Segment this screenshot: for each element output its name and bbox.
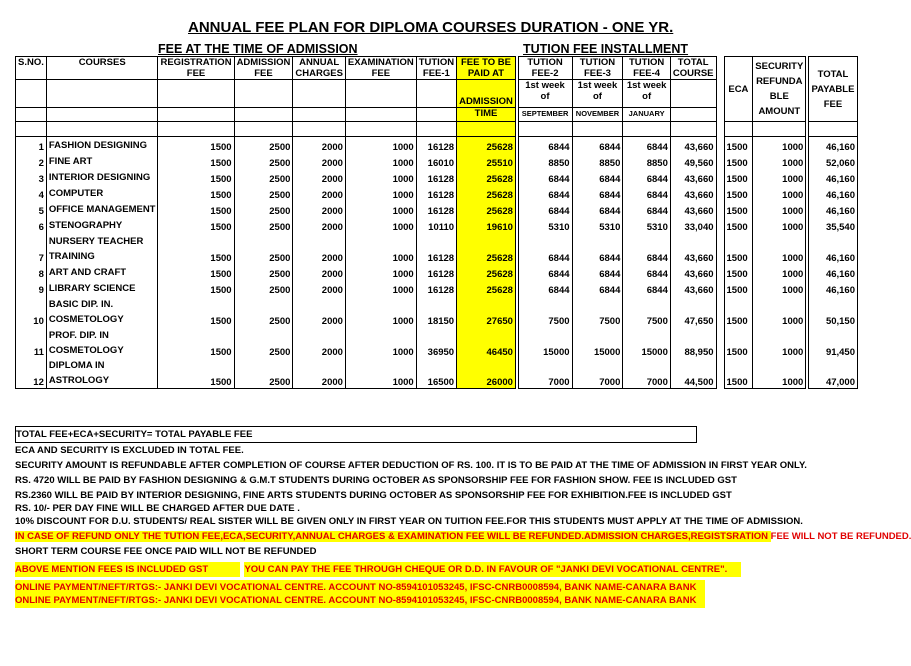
cell-tution4: 6844	[623, 169, 671, 185]
cell-annual: 2000	[293, 280, 346, 296]
cell-tution1: 16500	[416, 358, 456, 389]
cell-course: ART AND CRAFT	[46, 264, 158, 280]
cell-paid-at-admission: 25628	[457, 169, 516, 185]
cell-total-course: 33,040	[670, 217, 716, 233]
cell-sno: 8	[16, 264, 47, 280]
header-sno: S.NO.	[16, 57, 47, 80]
cell-annual: 2000	[293, 358, 346, 389]
note-security-refund: SECURITY AMOUNT IS REFUNDABLE AFTER COMPLETION OF COURSE AFTER DEDUCTION OF RS. 100. IT IS TO BE PAID AT THE TIME OF ADMISSION IN FIRST YEAR ONLY.	[15, 460, 807, 471]
cell-security: 1000	[753, 296, 806, 327]
cell-tution4: 6844	[623, 185, 671, 201]
table-row	[16, 327, 858, 358]
table-row	[16, 280, 858, 296]
cell-eca: 1500	[724, 296, 753, 327]
cell-examination: 1000	[345, 280, 416, 296]
cell-annual: 2000	[293, 185, 346, 201]
cell-examination: 1000	[345, 327, 416, 358]
cell-tution3: 8850	[572, 153, 623, 169]
cell-security: 1000	[753, 201, 806, 217]
header-courses: COURSES	[46, 57, 158, 80]
cell-examination: 1000	[345, 153, 416, 169]
cell-eca: 1500	[724, 327, 753, 358]
header-annual: ANNUAL CHARGES	[293, 57, 346, 80]
cell-examination: 1000	[345, 358, 416, 389]
cell-sno: 4	[16, 185, 47, 201]
cell-course: STENOGRAPHY	[46, 217, 158, 233]
note-refund-policy: IN CASE OF REFUND ONLY THE TUTION FEE,ECA,SECURITY,ANNUAL CHARGES & EXAMINATION FEE WILL BE REFUNDED.ADMISSION CHARGES,REGISTSRATION FEE WILL NOT BE REFUNDED.	[15, 531, 911, 542]
note-fine: RS. 10/- PER DAY FINE WILL BE CHARGED AFTER DUE DATE .	[15, 503, 300, 514]
note-cheque: YOU CAN PAY THE FEE THROUGH CHEQUE OR D.D. IN FAVOUR OF "JANKI DEVI VOCATIONAL CENTRE".	[244, 562, 741, 577]
cell-tution4: 8850	[623, 153, 671, 169]
cell-registration: 1500	[158, 264, 234, 280]
cell-eca: 1500	[724, 153, 753, 169]
cell-tution2: 7500	[518, 296, 572, 327]
cell-registration: 1500	[158, 217, 234, 233]
cell-tution2: 6844	[518, 201, 572, 217]
cell-paid-at-admission: 27650	[457, 296, 516, 327]
cell-course: OFFICE MANAGEMENT	[46, 201, 158, 217]
header-registration: REGISTRATION FEE	[158, 57, 234, 80]
table-row	[16, 185, 858, 201]
cell-total-course: 43,660	[670, 201, 716, 217]
cell-tution2: 6844	[518, 185, 572, 201]
cell-total-payable: 46,160	[808, 233, 857, 264]
cell-total-payable: 50,150	[808, 296, 857, 327]
cell-admission: 2500	[234, 358, 293, 389]
cell-paid-at-admission: 19610	[457, 217, 516, 233]
cell-examination: 1000	[345, 137, 416, 153]
cell-admission: 2500	[234, 233, 293, 264]
cell-paid-at-admission: 46450	[457, 327, 516, 358]
note-fashion-sponsorship: RS. 4720 WILL BE PAID BY FASHION DESIGNING & G.M.T STUDENTS DURING OCTOBER AS SPONSORSHIP FEE FOR FASHION SHOW. FEE IS INCLUDED GST	[15, 475, 737, 486]
header-tution1: TUTION FEE-1	[416, 57, 456, 80]
cell-course: FASHION DESIGNING	[46, 137, 158, 153]
header-month-september: SEPTEMBER	[518, 108, 572, 122]
cell-examination: 1000	[345, 201, 416, 217]
cell-eca: 1500	[724, 137, 753, 153]
table-row	[16, 296, 858, 327]
table-row	[16, 358, 858, 389]
header-week-2: 1st week of	[518, 80, 572, 108]
cell-total-payable: 46,160	[808, 137, 857, 153]
cell-sno: 1	[16, 137, 47, 153]
cell-course: PROF. DIP. IN COSMETOLOGY	[46, 327, 158, 358]
cell-course: BASIC DIP. IN. COSMETOLOGY	[46, 296, 158, 327]
cell-paid-at-admission: 25628	[457, 264, 516, 280]
cell-paid-at-admission: 25628	[457, 137, 516, 153]
cell-admission: 2500	[234, 169, 293, 185]
note-gst: ABOVE MENTION FEES IS INCLUDED GST	[15, 562, 240, 577]
cell-eca: 1500	[724, 217, 753, 233]
cell-tution2: 6844	[518, 137, 572, 153]
cell-examination: 1000	[345, 264, 416, 280]
table-row	[16, 201, 858, 217]
subhead-installment: TUTION FEE INSTALLMENT	[523, 42, 689, 56]
cell-sno: 7	[16, 233, 47, 264]
cell-tution4: 5310	[623, 217, 671, 233]
header-time-label: TIME	[457, 108, 516, 122]
cell-total-payable: 46,160	[808, 169, 857, 185]
cell-security: 1000	[753, 264, 806, 280]
cell-registration: 1500	[158, 358, 234, 389]
cell-eca: 1500	[724, 169, 753, 185]
header-tution4: TUTION FEE-4	[623, 57, 671, 80]
table-row	[16, 137, 858, 153]
cell-annual: 2000	[293, 137, 346, 153]
header-eca: ECA	[724, 57, 753, 122]
table-row	[16, 264, 858, 280]
cell-examination: 1000	[345, 233, 416, 264]
cell-tution3: 6844	[572, 280, 623, 296]
cell-course: COMPUTER	[46, 185, 158, 201]
cell-admission: 2500	[234, 153, 293, 169]
cell-course: FINE ART	[46, 153, 158, 169]
blank-row	[16, 122, 858, 137]
cell-examination: 1000	[345, 185, 416, 201]
cell-tution2: 6844	[518, 264, 572, 280]
cell-annual: 2000	[293, 217, 346, 233]
cell-security: 1000	[753, 217, 806, 233]
header-admission-label: ADMISSION	[457, 80, 516, 108]
header-admission: ADMISSION FEE	[234, 57, 293, 80]
header-total-course: TOTAL COURSE	[670, 57, 716, 80]
cell-tution3: 6844	[572, 201, 623, 217]
cell-eca: 1500	[724, 233, 753, 264]
cell-registration: 1500	[158, 137, 234, 153]
cell-admission: 2500	[234, 217, 293, 233]
cell-examination: 1000	[345, 296, 416, 327]
cell-tution4: 6844	[623, 264, 671, 280]
cell-registration: 1500	[158, 233, 234, 264]
cell-tution2: 6844	[518, 280, 572, 296]
cell-paid-at-admission: 25510	[457, 153, 516, 169]
cell-eca: 1500	[724, 185, 753, 201]
fee-table	[15, 56, 858, 389]
cell-tution3: 6844	[572, 233, 623, 264]
cell-examination: 1000	[345, 169, 416, 185]
cell-course: DIPLOMA IN ASTROLOGY	[46, 358, 158, 389]
cell-total-course: 47,650	[670, 296, 716, 327]
cell-annual: 2000	[293, 169, 346, 185]
note-eca-excluded: ECA AND SECURITY IS EXCLUDED IN TOTAL FEE.	[15, 445, 244, 456]
cell-admission: 2500	[234, 137, 293, 153]
header-fee-to-be-paid: FEE TO BE PAID AT	[457, 57, 516, 80]
cell-paid-at-admission: 26000	[457, 358, 516, 389]
note-total-formula: TOTAL FEE+ECA+SECURITY= TOTAL PAYABLE FEE	[15, 426, 697, 443]
cell-paid-at-admission: 25628	[457, 233, 516, 264]
cell-total-course: 43,660	[670, 233, 716, 264]
cell-registration: 1500	[158, 201, 234, 217]
page-title: ANNUAL FEE PLAN FOR DIPLOMA COURSES DURATION - ONE YR.	[188, 19, 674, 36]
cell-tution3: 6844	[572, 169, 623, 185]
header-week-3: 1st week of	[572, 80, 623, 108]
cell-tution1: 16010	[416, 153, 456, 169]
cell-eca: 1500	[724, 201, 753, 217]
cell-admission: 2500	[234, 185, 293, 201]
cell-tution2: 15000	[518, 327, 572, 358]
cell-registration: 1500	[158, 169, 234, 185]
subhead-admission: FEE AT THE TIME OF ADMISSION	[158, 42, 358, 56]
header-tution3: TUTION FEE-3	[572, 57, 623, 80]
cell-security: 1000	[753, 233, 806, 264]
cell-tution2: 7000	[518, 358, 572, 389]
cell-tution4: 15000	[623, 327, 671, 358]
cell-annual: 2000	[293, 153, 346, 169]
cell-tution1: 16128	[416, 169, 456, 185]
cell-registration: 1500	[158, 296, 234, 327]
cell-tution1: 36950	[416, 327, 456, 358]
cell-total-payable: 46,160	[808, 185, 857, 201]
cell-total-course: 43,660	[670, 264, 716, 280]
cell-total-course: 43,660	[670, 185, 716, 201]
cell-annual: 2000	[293, 296, 346, 327]
cell-tution1: 16128	[416, 233, 456, 264]
cell-total-course: 44,500	[670, 358, 716, 389]
note-discount: 10% DISCOUNT FOR D.U. STUDENTS/ REAL SISTER WILL BE GIVEN ONLY IN FIRST YEAR ON TUITION FEE.FOR THIS STUDENTS MUST APPLY AT THE TIME OF ADMISSION.	[15, 516, 803, 527]
cell-tution1: 18150	[416, 296, 456, 327]
cell-total-payable: 46,160	[808, 280, 857, 296]
cell-sno: 6	[16, 217, 47, 233]
cell-tution3: 15000	[572, 327, 623, 358]
table-row	[16, 233, 858, 264]
cell-tution3: 7000	[572, 358, 623, 389]
table-row	[16, 169, 858, 185]
header-examination: EXAMINATION FEE	[345, 57, 416, 80]
cell-total-payable: 52,060	[808, 153, 857, 169]
cell-tution3: 6844	[572, 185, 623, 201]
cell-tution4: 7000	[623, 358, 671, 389]
cell-tution1: 16128	[416, 264, 456, 280]
note-online-payment-duplicate: ONLINE PAYMENT/NEFT/RTGS:- JANKI DEVI VOCATIONAL CENTRE. ACCOUNT NO-8594101053245, IFSC-CNRB0008594, BANK NAME-CANARA BANK	[15, 600, 858, 608]
cell-paid-at-admission: 25628	[457, 201, 516, 217]
cell-tution4: 6844	[623, 280, 671, 296]
cell-eca: 1500	[724, 280, 753, 296]
cell-tution2: 6844	[518, 169, 572, 185]
cell-annual: 2000	[293, 264, 346, 280]
cell-registration: 1500	[158, 153, 234, 169]
cell-sno: 10	[16, 296, 47, 327]
table-row	[16, 217, 858, 233]
cell-total-course: 43,660	[670, 280, 716, 296]
cell-total-course: 88,950	[670, 327, 716, 358]
cell-eca: 1500	[724, 358, 753, 389]
cell-paid-at-admission: 25628	[457, 185, 516, 201]
cell-tution1: 16128	[416, 280, 456, 296]
cell-tution2: 5310	[518, 217, 572, 233]
note-online-payment: ONLINE PAYMENT/NEFT/RTGS:- JANKI DEVI VOCATIONAL CENTRE. ACCOUNT NO-8594101053245, IFSC-CNRB0008594, BANK NAME-CANARA BANK	[15, 580, 705, 595]
cell-course: NURSERY TEACHER TRAINING	[46, 233, 158, 264]
cell-admission: 2500	[234, 201, 293, 217]
cell-tution1: 16128	[416, 185, 456, 201]
cell-total-payable: 35,540	[808, 217, 857, 233]
cell-admission: 2500	[234, 280, 293, 296]
cell-sno: 5	[16, 201, 47, 217]
cell-tution3: 5310	[572, 217, 623, 233]
cell-total-payable: 46,160	[808, 201, 857, 217]
cell-registration: 1500	[158, 185, 234, 201]
notes-section	[15, 426, 911, 608]
cell-sno: 11	[16, 327, 47, 358]
header-tution2: TUTION FEE-2	[518, 57, 572, 80]
cell-tution3: 7500	[572, 296, 623, 327]
cell-security: 1000	[753, 358, 806, 389]
cell-registration: 1500	[158, 280, 234, 296]
cell-sno: 3	[16, 169, 47, 185]
cell-tution4: 6844	[623, 137, 671, 153]
cell-total-payable: 46,160	[808, 264, 857, 280]
cell-tution1: 16128	[416, 201, 456, 217]
cell-security: 1000	[753, 153, 806, 169]
cell-sno: 9	[16, 280, 47, 296]
cell-tution1: 16128	[416, 137, 456, 153]
cell-sno: 2	[16, 153, 47, 169]
cell-security: 1000	[753, 137, 806, 153]
cell-tution4: 6844	[623, 201, 671, 217]
cell-eca: 1500	[724, 264, 753, 280]
cell-tution2: 8850	[518, 153, 572, 169]
cell-security: 1000	[753, 169, 806, 185]
header-month-january: JANUARY	[623, 108, 671, 122]
cell-security: 1000	[753, 280, 806, 296]
cell-course: INTERIOR DESIGNING	[46, 169, 158, 185]
header-month-november: NOVEMBER	[572, 108, 623, 122]
cell-total-course: 43,660	[670, 137, 716, 153]
cell-course: LIBRARY SCIENCE	[46, 280, 158, 296]
cell-tution3: 6844	[572, 137, 623, 153]
cell-annual: 2000	[293, 201, 346, 217]
cell-admission: 2500	[234, 296, 293, 327]
note-interior-sponsorship: RS.2360 WILL BE PAID BY INTERIOR DESIGNING, FINE ARTS STUDENTS DURING OCTOBER AS SPONSORSHIP FEE FOR EXHIBITION.FEE IS INCLUDED GST	[15, 490, 732, 501]
cell-paid-at-admission: 25628	[457, 280, 516, 296]
cell-tution1: 10110	[416, 217, 456, 233]
cell-total-course: 49,560	[670, 153, 716, 169]
cell-registration: 1500	[158, 327, 234, 358]
cell-tution4: 7500	[623, 296, 671, 327]
cell-total-payable: 47,000	[808, 358, 857, 389]
cell-tution3: 6844	[572, 264, 623, 280]
cell-tution4: 6844	[623, 233, 671, 264]
header-security: SECURITY REFUNDA BLE AMOUNT	[753, 57, 806, 122]
table-row	[16, 153, 858, 169]
cell-annual: 2000	[293, 233, 346, 264]
header-week-4: 1st week of	[623, 80, 671, 108]
cell-annual: 2000	[293, 327, 346, 358]
cell-security: 1000	[753, 185, 806, 201]
cell-examination: 1000	[345, 217, 416, 233]
header-total-payable: TOTAL PAYABLE FEE	[808, 57, 857, 122]
cell-admission: 2500	[234, 327, 293, 358]
cell-admission: 2500	[234, 264, 293, 280]
cell-total-course: 43,660	[670, 169, 716, 185]
cell-total-payable: 91,450	[808, 327, 857, 358]
cell-security: 1000	[753, 327, 806, 358]
header-row-1	[16, 57, 858, 80]
cell-sno: 12	[16, 358, 47, 389]
cell-tution2: 6844	[518, 233, 572, 264]
note-short-term: SHORT TERM COURSE FEE ONCE PAID WILL NOT BE REFUNDED	[15, 546, 317, 557]
